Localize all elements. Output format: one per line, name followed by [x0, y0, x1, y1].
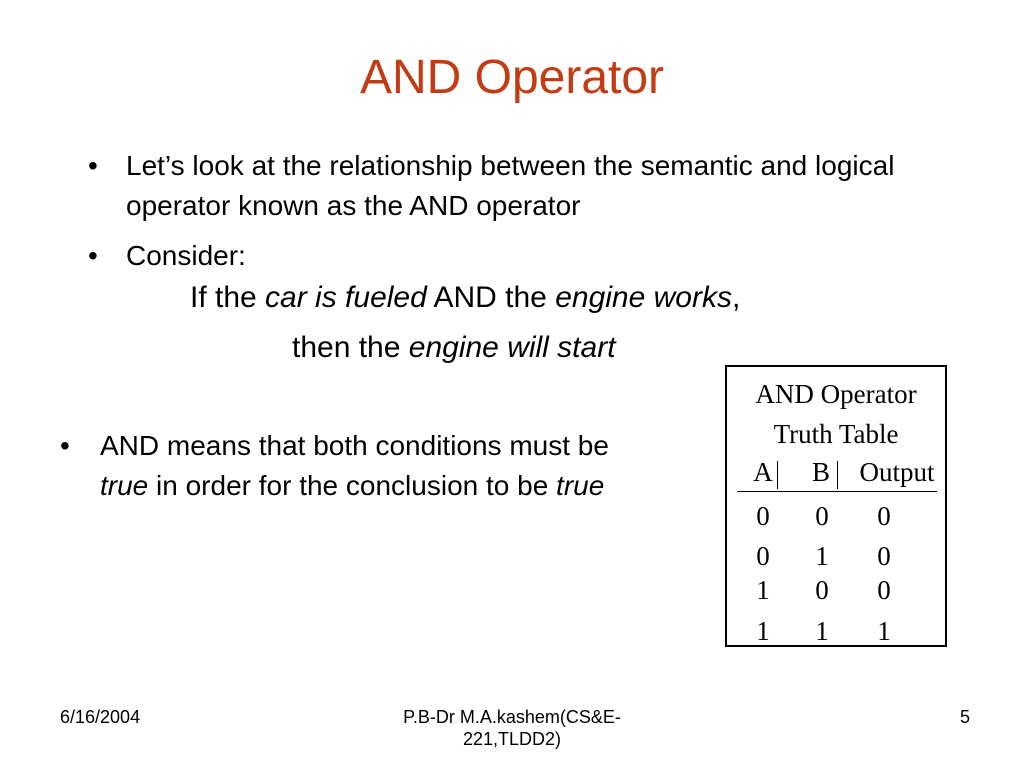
example-text: AND the — [426, 281, 556, 314]
footer-author: P.B-Dr M.A.kashem(CS&E-221,TLDD2) — [403, 707, 621, 749]
cell-b: 0 — [815, 575, 829, 605]
example-text: If the — [190, 281, 266, 314]
cell-a: 1 — [756, 575, 770, 605]
cell-output: 0 — [877, 541, 891, 571]
table-row — [737, 501, 937, 535]
bullet-text-part: in order for the conclusion to be — [148, 470, 557, 501]
column-divider — [837, 461, 838, 489]
cell-output: 0 — [877, 501, 891, 531]
bullet-relationship — [88, 146, 918, 226]
cell-a: 1 — [756, 616, 770, 646]
cell-b: 1 — [815, 616, 829, 646]
cell-a: 0 — [756, 501, 770, 531]
table-row — [737, 616, 937, 650]
column-divider — [777, 461, 778, 489]
bullet-text-part: AND means that both conditions must be — [100, 430, 609, 461]
bullet-dot: • — [60, 430, 70, 461]
cell-b: 1 — [815, 541, 829, 571]
bullet-text: Consider: — [126, 240, 246, 271]
cell-output: 0 — [877, 575, 891, 605]
bullet-consider — [88, 236, 488, 276]
table-row — [737, 575, 937, 609]
example-italic-text: car is fueled — [265, 281, 427, 314]
footer-date: 6/16/2004 — [60, 707, 141, 727]
cell-b: 0 — [815, 501, 829, 531]
truth-table — [725, 365, 947, 647]
bullet-text: Let’s look at the relationship between the semantic and logical operator known as the AND operator — [126, 150, 895, 221]
bullet-italic-part: true — [100, 470, 149, 501]
bullet-and-meaning — [60, 426, 620, 506]
example-text: , — [731, 281, 741, 314]
cell-output: 1 — [877, 616, 891, 646]
example-line-1 — [190, 278, 740, 318]
footer-page-number: 5 — [959, 707, 970, 727]
cell-a: 0 — [756, 541, 770, 571]
truth-table-title: AND Operator — [755, 379, 917, 409]
header-a: A — [753, 457, 773, 487]
slide-title: AND Operator — [359, 51, 665, 104]
bullet-italic-part: true — [556, 470, 605, 501]
truth-table-subtitle: Truth Table — [773, 419, 899, 449]
example-text: then the — [292, 331, 409, 364]
table-row — [737, 541, 937, 575]
bullet-dot: • — [88, 150, 98, 181]
bullet-dot: • — [88, 240, 98, 271]
header-b: B — [811, 457, 830, 487]
example-line-2 — [292, 328, 616, 368]
example-italic-text: engine will start — [408, 331, 616, 364]
header-output: Output — [859, 457, 935, 487]
bullet-text — [100, 426, 620, 506]
example-italic-text: engine works — [555, 281, 732, 314]
